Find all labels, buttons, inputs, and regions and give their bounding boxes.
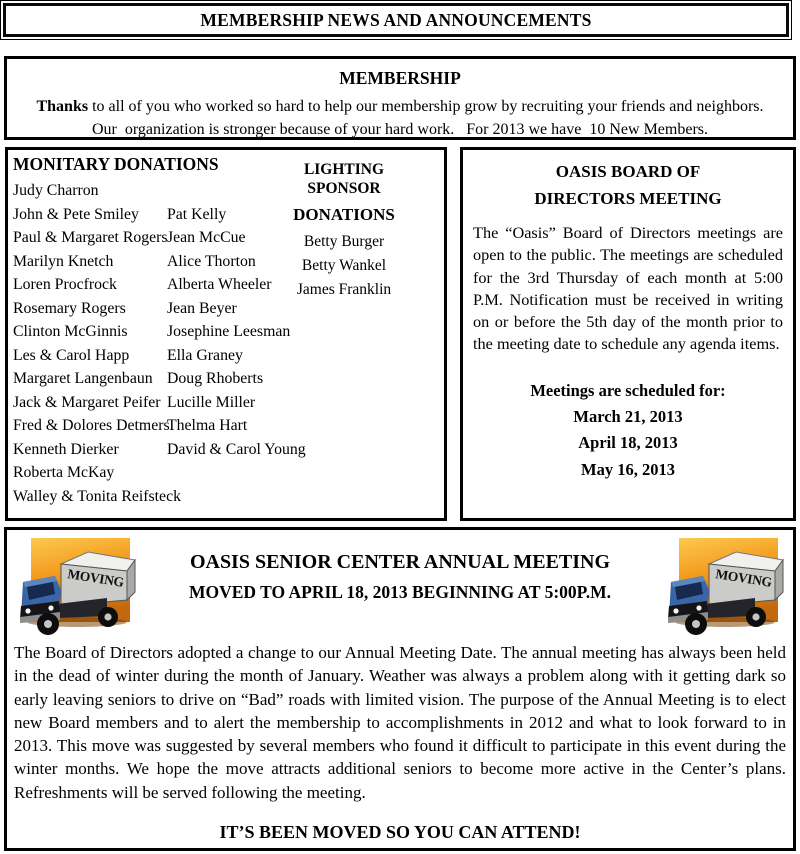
donor-name: Jack & Margaret Peifer [13,393,161,411]
membership-title: MEMBERSHIP [339,68,461,88]
truck-moving-label: MOVING [714,566,774,590]
donor-name: Ella Graney [167,346,243,364]
meeting-date: April 18, 2013 [578,433,678,453]
membership-section [4,56,796,140]
donor-name: Jean McCue [167,229,246,246]
membership-line1 [7,95,793,118]
monetary-donations-title: MONITARY DONATIONS [13,154,219,174]
page-title: MEMBERSHIP NEWS AND ANNOUNCEMENTS [200,9,592,30]
donor-name: Rosemary Rogers [13,299,126,317]
donor-name: Clinton McGinnis [13,323,128,340]
lighting-donor-list [270,230,418,302]
membership-line1-rest: to all of you who worked so hard to help our membership grow by recruiting your friends and neighbors. [88,98,764,115]
board-schedule-heading: Meetings are scheduled for: [530,380,726,400]
donor-name: David & Carol Young [167,440,306,458]
donor-name: Walley & Tonita Reifsteck [13,487,181,505]
lighting-title-line3: DONATIONS [293,205,395,224]
truck-moving-label: MOVING [66,566,126,590]
donor-name: Doug Rhoberts [167,370,264,387]
donor-name: Betty Burger [303,233,385,250]
donor-name: Thelma Hart [167,417,248,434]
lighting-title-line1: LIGHTING [303,161,385,178]
meeting-date: March 21, 2013 [573,406,683,426]
donor-name: Fred & Dolores Detmers [13,417,170,434]
board-meeting-dates [473,404,783,484]
annual-meeting-title: OASIS SENIOR CENTER ANNUAL MEETING [189,551,611,573]
membership-thanks-bold: Thanks [36,98,89,115]
moving-truck-icon [659,532,787,639]
donor-name: Les & Carol Happ [13,346,130,364]
board-title-line2: DIRECTORS MEETING [534,188,722,208]
header-box-inner [3,3,789,37]
donor-name: Josephine Leesman [167,323,291,340]
annual-meeting-closing: IT’S BEEN MOVED SO YOU CAN ATTEND! [219,822,581,843]
donor-name: Kenneth Dierker [13,440,119,458]
lighting-title-line2: SPONSOR [307,179,381,197]
moving-truck-icon [11,532,139,639]
donor-name: Marilyn Knetch [13,252,114,270]
annual-meeting-body: The Board of Directors adopted a change to our Annual Meeting Date. The annual meeting has always been held in the dead of winter during the month of January. Weather was always a problem along with it getting dark so early leaving seniors to drive on “Bad” roads with limited vision. The purpose of the Annual Meeting is to elect new Board members and to alert the membership to accomplishments in 2012 and what to look forward to in 2013. This move was suggested by several members who found it difficult to participate in this event during the winter months. We hope the move attracts additional seniors to become more active in the Center’s plans. Refreshments will be served following the meeting. [14,643,786,802]
donor-name: Alice Thorton [167,252,256,270]
donor-list-column-1 [13,179,181,508]
annual-meeting-titles [147,551,653,603]
donor-name: Alberta Wheeler [167,276,272,293]
donor-name: Betty Wankel [301,257,387,274]
annual-meeting-header [7,530,793,640]
donor-name: Roberta McKay [13,464,115,481]
header-box [0,0,792,40]
donor-name: Loren Procfrock [13,276,117,293]
annual-meeting-section [4,527,796,851]
annual-meeting-subtitle: MOVED TO APRIL 18, 2013 BEGINNING AT 5:00P.M. [188,582,611,602]
board-meeting-section [460,147,796,521]
meeting-date: May 16, 2013 [581,459,675,479]
donor-name: Jean Beyer [167,299,237,317]
donor-name: Lucille Miller [167,393,256,411]
board-meeting-body: The “Oasis” Board of Directors meetings are open to the public. The meetings are scheduled for the 3rd Thursday of each month at 5:00 P.M. Notification must be received in writing on or before the 5th day of the month prior to the meeting date to schedule any agenda items. [473,223,783,354]
donor-name: Pat Kelly [167,205,227,223]
membership-line2: Our organization is stronger because of your hard work. For 2013 we have 10 New Members. [92,121,708,138]
donor-name: James Franklin [296,281,392,298]
donor-name: Judy Charron [13,182,99,199]
board-meeting-title [473,159,783,212]
board-title-line1: OASIS BOARD OF [555,162,701,181]
donor-name: Margaret Langenbaun [13,370,153,387]
lighting-sponsor-donations [270,161,418,302]
donor-name: John & Pete Smiley [13,205,139,223]
monetary-donations-section [5,147,447,521]
donor-name: Paul & Margaret Rogers [13,229,168,246]
